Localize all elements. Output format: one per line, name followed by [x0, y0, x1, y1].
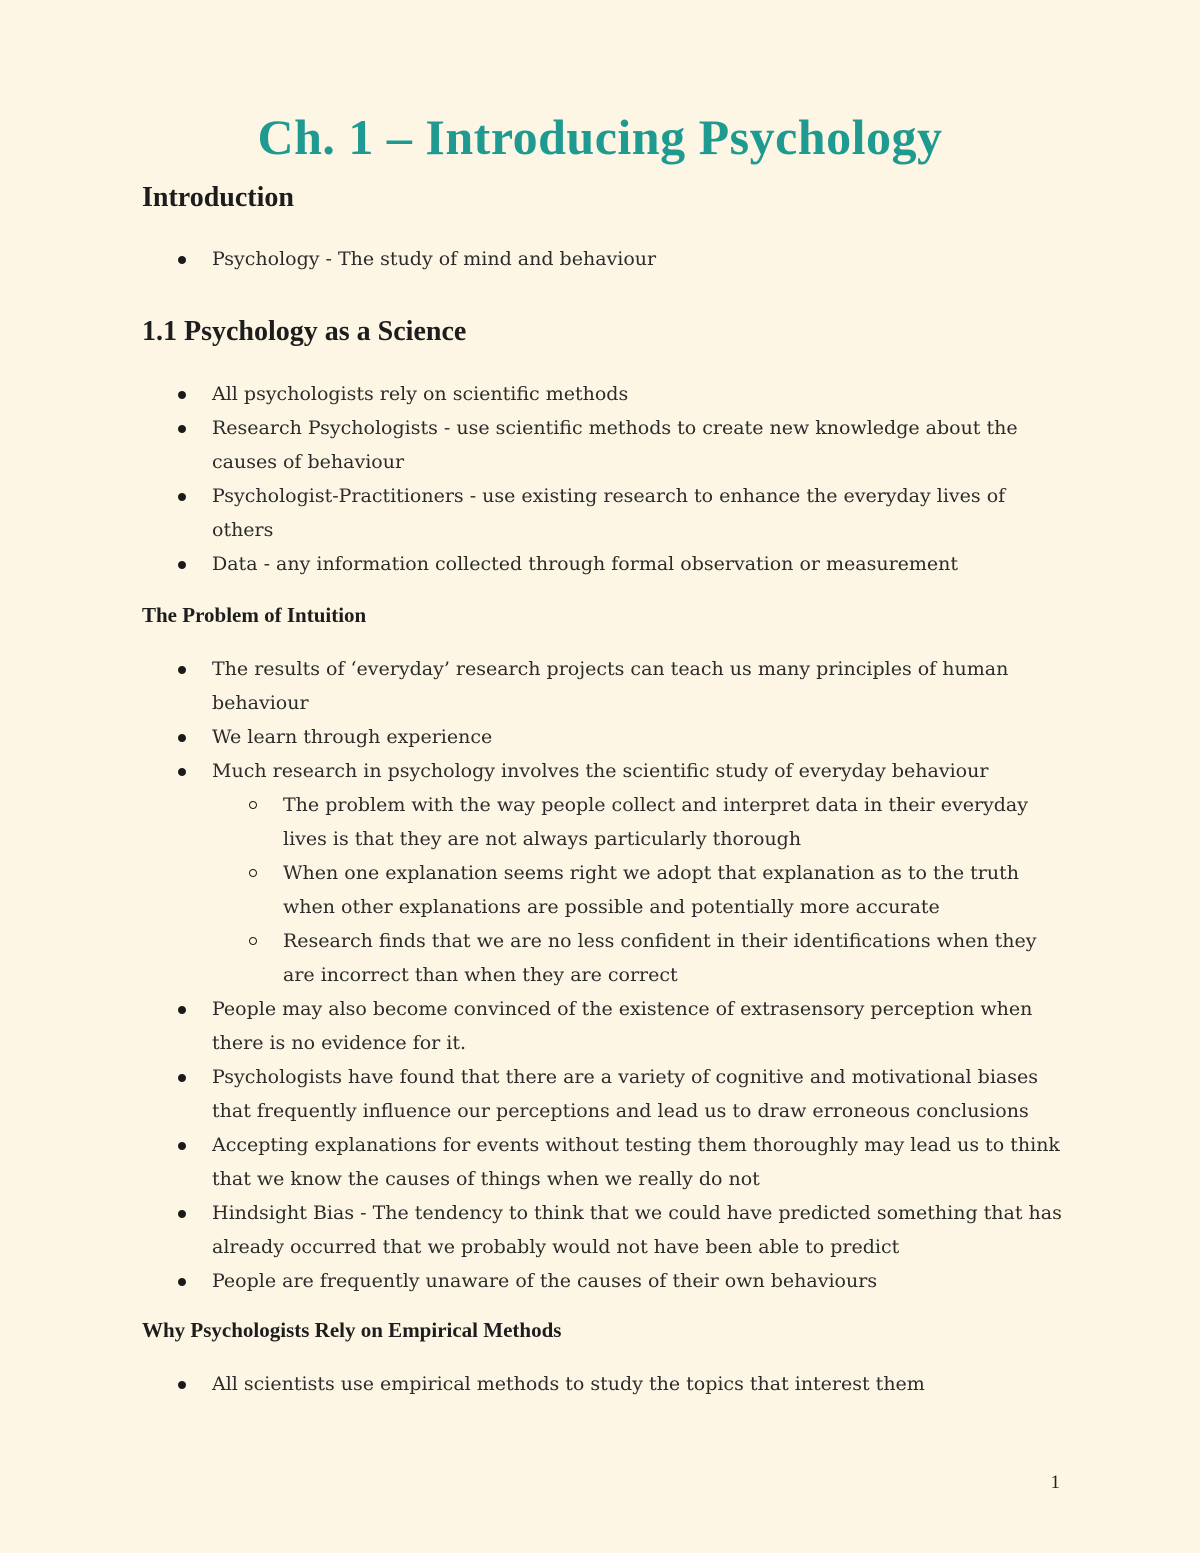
- list-item-text: Accepting explanations for events without testing them thoroughly may lead us to think that we know the causes of things when we really do not: [212, 1134, 1060, 1190]
- list-intuition: [0, 652, 1200, 1298]
- bullet-icon: [178, 256, 186, 264]
- list-item: [0, 411, 1072, 479]
- list-item-text: Psychologist-Practitioners - use existing research to enhance the everyday lives of others: [212, 485, 1006, 541]
- bullet-icon: [178, 1006, 186, 1014]
- list-item-text: Psychology - The study of mind and behaviour: [212, 248, 657, 270]
- list-item: [0, 547, 1072, 581]
- page-number: 1: [1050, 1472, 1060, 1493]
- list-item-text: People are frequently unaware of the causes of their own behaviours: [212, 1270, 878, 1292]
- bullet-icon: [178, 493, 186, 501]
- bullet-icon: [178, 1142, 186, 1150]
- hollow-bullet-icon: [249, 869, 257, 877]
- sub-list-item: [0, 788, 1073, 856]
- list-item-text: Much research in psychology involves the scientific study of everyday behaviour: [212, 760, 989, 782]
- hollow-bullet-icon: [249, 937, 257, 945]
- list-item-text: Hindsight Bias - The tendency to think that we could have predicted something that has already occurred that we probably would not have been able to predict: [212, 1202, 1062, 1258]
- sub-list-item-text: When one explanation seems right we adopt that explanation as to the truth when other explanations are possible and potentially more accurate: [283, 862, 1019, 918]
- heading-psychology-as-science: 1.1 Psychology as a Science: [142, 316, 467, 347]
- sub-list-item-text: The problem with the way people collect and interpret data in their everyday lives is that they are not always particularly thorough: [283, 794, 1028, 850]
- heading-problem-of-intuition: The Problem of Intuition: [142, 603, 367, 627]
- heading-empirical-methods: Why Psychologists Rely on Empirical Methods: [142, 1318, 562, 1342]
- sub-list-item: [0, 924, 1073, 992]
- list-item-text: Research Psychologists - use scientific methods to create new knowledge about the causes of behaviour: [212, 417, 1018, 473]
- list-item-text: All scientists use empirical methods to study the topics that interest them: [212, 1373, 925, 1395]
- list-item: [0, 1367, 1072, 1401]
- list-item-text: People may also become convinced of the existence of extrasensory perception when there is no evidence for it.: [212, 998, 1033, 1054]
- list-introduction: [0, 242, 1200, 276]
- list-item-text: Data - any information collected through formal observation or measurement: [212, 553, 959, 575]
- list-item-text: Psychologists have found that there are a variety of cognitive and motivational biases that frequently influence our perceptions and lead us to draw erroneous conclusions: [212, 1066, 1038, 1122]
- bullet-icon: [178, 561, 186, 569]
- bullet-icon: [178, 666, 186, 674]
- bullet-icon: [178, 734, 186, 742]
- bullet-icon: [178, 1381, 186, 1389]
- list-item: [0, 720, 1072, 754]
- list-item: [0, 1264, 1072, 1298]
- list-item: [0, 242, 1072, 276]
- list-empirical: [0, 1367, 1200, 1401]
- list-item-text: The results of ‘everyday’ research projects can teach us many principles of human behaviour: [212, 658, 1009, 714]
- bullet-icon: [178, 425, 186, 433]
- list-item: [0, 1196, 1072, 1264]
- bullet-icon: [178, 768, 186, 776]
- bullet-icon: [178, 391, 186, 399]
- list-item: [0, 1060, 1072, 1128]
- sub-list-item: [0, 856, 1073, 924]
- list-item-text: We learn through experience: [212, 726, 493, 748]
- list-item: [0, 754, 1072, 788]
- list-item: [0, 992, 1072, 1060]
- bullet-icon: [178, 1278, 186, 1286]
- list-item: [0, 479, 1072, 547]
- hollow-bullet-icon: [249, 801, 257, 809]
- list-item: [0, 1128, 1072, 1196]
- sub-list-item-text: Research finds that we are no less confident in their identifications when they are incorrect than when they are correct: [283, 930, 1037, 986]
- list-item: [0, 377, 1072, 411]
- bullet-icon: [178, 1210, 186, 1218]
- bullet-icon: [178, 1074, 186, 1082]
- list-item-text: All psychologists rely on scientific methods: [212, 383, 629, 405]
- list-item: [0, 652, 1072, 720]
- heading-introduction: Introduction: [142, 182, 294, 213]
- list-science: [0, 377, 1200, 581]
- page-title: Ch. 1 – Introducing Psychology: [257, 109, 943, 165]
